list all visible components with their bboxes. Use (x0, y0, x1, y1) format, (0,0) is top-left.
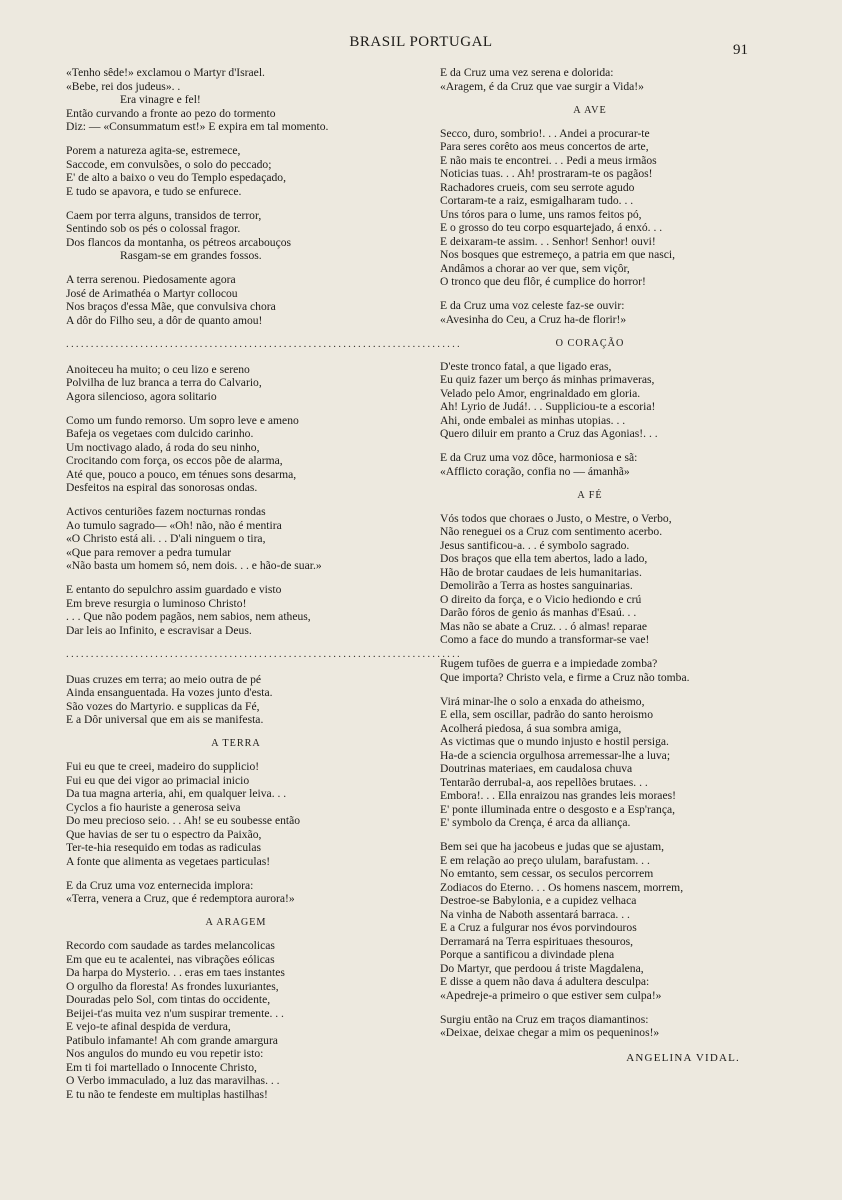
verse-line: Doutrinas materiaes, em caudalosa chuva (440, 762, 633, 775)
stanza (66, 414, 406, 495)
verse-line: Então curvando a fronte ao pezo do tormento (66, 106, 276, 120)
verse-line: Embora!. . . Ella enraizou nas grandes leis moraes! (440, 789, 676, 802)
verse-line: Saccode, em convulsões, o solo do peccado; (66, 157, 272, 171)
verse-line: Sentindo sob os pés o colossal fragor. (66, 222, 241, 235)
verse-line: Virá minar-lhe o solo a enxada do atheismo, (440, 694, 645, 708)
verse-line: E não mais te encontrei. . . Pedi a meus irmãos (440, 153, 657, 167)
stanza (440, 127, 740, 289)
verse-line: Beijei-t'as muita vez n'um suspirar tremente. . . (66, 1006, 284, 1020)
verse-line: «Terra, venera a Cruz, que é redemptora aurora!» (66, 892, 295, 905)
verse-line: Dos flancos da montanha, os pétreos arcabouços (66, 235, 292, 249)
verse-line: Vós todos que choraes o Justo, o Mestre, o Verbo, (440, 511, 672, 525)
stanza (440, 695, 740, 830)
stanza (66, 505, 406, 573)
right-column-body (440, 66, 740, 1040)
stanza (440, 1013, 740, 1040)
verse-line: Patibulo infamante! Ah com grande amargura (66, 1033, 278, 1047)
verse-line: Ahi, onde embalei as minhas utopias. . . (440, 413, 626, 427)
verse-line: «Que para remover a pedra tumular (66, 545, 232, 559)
stanza (66, 760, 406, 868)
verse-line: Não reneguei os a Cruz com sentimento acerbo. (440, 525, 663, 538)
verse-line: Da harpa do Mysterio. . . eras em taes instantes (66, 966, 285, 979)
verse-line: O Verbo immaculado, a luz das maravilhas. . . (66, 1074, 280, 1087)
verse-line: E da Cruz uma voz dôce, harmoniosa e sã: (440, 451, 638, 464)
verse-line: No emtanto, sem cessar, os seculos percorrem (440, 867, 654, 880)
dotted-separator: ................................................................................ (66, 337, 462, 350)
verse-line: Eu quiz fazer um berço ás minhas primaveras, (440, 373, 655, 386)
verse-line: Rachadores crueis, com seu serrote agudo (440, 180, 635, 194)
left-column (66, 66, 462, 1112)
verse-line: O orgulho da floresta! As frondes luxuriantes, (66, 979, 279, 993)
verse-line: Bem sei que ha jacobeus e judas que se ajustam, (440, 840, 665, 853)
verse-line: O direito da força, e o Vicio hediondo e crú (440, 592, 642, 606)
stanza (66, 144, 406, 198)
verse-line: Recordo com saudade as tardes melancolicas (66, 939, 275, 952)
verse-line: Em que eu te acalentei, nas vibrações eólicas (66, 952, 275, 966)
verse-line: Velado pelo Amor, engrinaldado em gloria. (440, 386, 641, 400)
verse-line: «Apedreje-a primeiro o que estiver sem culpa!» (440, 988, 662, 1002)
verse-line: E a Dôr universal que em ais se manifesta. (66, 713, 264, 726)
verse-line: As victimas que o mundo injusto e hostil persiga. (440, 735, 669, 748)
verse-line: Anoiteceu ha muito; o ceu lizo e sereno (66, 362, 250, 376)
verse-line: Da tua magna arteria, ahi, em qualquer leiva. . . (66, 787, 287, 800)
verse-line: «Tenho sêde!» exclamou o Martyr d'Israel. (66, 66, 265, 79)
stanza (66, 583, 406, 637)
verse-line: Na vinha de Naboth assentará barraca. . . (440, 907, 630, 921)
verse-line: . . . Que não podem pagãos, nem sabios, nem atheus, (66, 610, 311, 623)
verse-line: E da Cruz uma voz enternecida implora: (66, 878, 254, 892)
verse-line: Do meu precioso seio. . . Ah! se eu soubesse então (66, 814, 301, 827)
verse-line: E deixaram-te assim. . . Senhor! Senhor! ouvi! (440, 234, 656, 248)
right-column (440, 66, 740, 1064)
verse-line: «Deixae, deixae chegar a mim os pequeninos!» (440, 1026, 660, 1039)
verse-line: E da Cruz uma voz celeste faz-se ouvir: (440, 299, 625, 312)
stanza (440, 360, 740, 441)
verse-line: E' ponte illuminada entre o desgosto e a Esp'rança, (440, 802, 676, 816)
verse-line: «O Christo está ali. . . D'ali ninguem o tira, (66, 532, 266, 545)
running-title: BRASIL PORTUGAL (349, 34, 493, 50)
verse-line: Secco, duro, sombrio!. . . Andei a procurar-te (440, 126, 650, 140)
verse-line: E' de alto a baixo o veu do Templo espedaçado, (66, 171, 286, 184)
page-header (0, 34, 842, 51)
stanza (66, 363, 406, 404)
verse-line: Que importa? Christo vela, e firme a Cruz não tomba. (440, 670, 690, 684)
verse-line: Duas cruzes em terra; ao meio outra de pé (66, 672, 262, 686)
verse-line: Mas não se abate a Cruz. . . ó almas! reparae (440, 619, 647, 633)
verse-line: E da Cruz uma vez serena e dolorida: (440, 66, 614, 79)
verse-line: Andâmos a chorar ao ver que, sem viçôr, (440, 261, 630, 275)
verse-line: Nos braços d'essa Mãe, que convulsiva chora (66, 300, 276, 313)
verse-line: Desfeitos na espiral das sonorosas ondas. (66, 481, 258, 494)
verse-line: E vejo-te afinal despida de verdura, (66, 1020, 231, 1033)
verse-line: Fui eu que dei vigor ao primacial inicio (66, 773, 250, 787)
verse-line: Zodiacos do Eterno. . . Os homens nascem, morrem, (440, 880, 684, 894)
verse-line: Rugem tufões de guerra e a impiedade zomba? (440, 657, 658, 670)
verse-line: Nos angulos do mundo eu vou repetir isto: (66, 1047, 264, 1060)
section-heading: A TERRA (211, 738, 261, 749)
verse-line: Do Martyr, que perdoou á triste Magdalena, (440, 961, 644, 975)
verse-line: Polvilha de luz branca a terra do Calvario, (66, 376, 262, 389)
verse-line: E a Cruz a fulgurar nos évos porvindouros (440, 921, 637, 934)
stanza (66, 273, 406, 327)
verse-line: Rasgam-se em grandes fossos. (120, 249, 262, 262)
verse-line: Activos centuriões fazem nocturnas rondas (66, 505, 266, 518)
verse-line: Ah! Lyrio de Judá!. . . Suppliciou-te a escoria! (440, 400, 656, 413)
verse-line: Porem a natureza agita-se, estremece, (66, 144, 241, 157)
verse-line: Darão fóros de genio ás manhas d'Esaú. . . (440, 606, 637, 619)
verse-line: A terra serenou. Piedosamente agora (66, 273, 236, 286)
verse-line: «Bebe, rei dos judeus». . (66, 79, 181, 93)
verse-line: E ella, sem oscillar, padrão do santo heroismo (440, 708, 653, 721)
verse-line: Diz: — «Consummatum est!» E expira em tal momento. (66, 120, 329, 133)
verse-line: Para seres corêto aos meus concertos de arte, (440, 140, 649, 153)
stanza (440, 840, 740, 1002)
stanza (66, 209, 406, 263)
section-heading: A ARAGEM (205, 917, 267, 928)
verse-line: Uns tóros para o lume, uns ramos feitos pó, (440, 207, 642, 221)
verse-line: Em breve resurgia o luminoso Christo! (66, 596, 247, 610)
verse-line: E o grosso do teu corpo esquartejado, á enxó. . . (440, 221, 663, 234)
verse-line: Quero diluir em pranto a Cruz das Agonias!. . . (440, 427, 658, 440)
page-number: 91 (733, 42, 748, 58)
stanza (66, 673, 406, 727)
verse-line: Crocitando com força, os eccos põe de alarma, (66, 454, 283, 467)
stanza (66, 939, 406, 1101)
verse-line: E disse a quem não dava á adultera desculpa: (440, 975, 650, 988)
verse-line: Porque a santificou a divindade plena (440, 948, 615, 961)
verse-line: «Aragem, é da Cruz que vae surgir a Vida!» (440, 79, 644, 93)
verse-line: O tronco que deu flôr, é cumplice do horror! (440, 275, 646, 288)
verse-line: A fonte que alimenta as vegetaes particulas! (66, 854, 271, 868)
verse-line: Agora silencioso, agora solitario (66, 389, 217, 403)
verse-line: Douradas pelo Sol, com tintas do occidente, (66, 993, 271, 1006)
stanza (440, 299, 740, 326)
verse-line: «Avesinha do Ceu, a Cruz ha-de florir!» (440, 312, 627, 326)
stanza (440, 66, 740, 93)
verse-line: Em ti foi martellado o Innocente Christo, (66, 1060, 257, 1074)
verse-line: Nos bosques que estremeço, a patria em que nasci, (440, 248, 676, 261)
stanza (66, 66, 406, 134)
verse-line: Cortaram-te a raiz, esmigalharam tudo. . . (440, 194, 634, 207)
verse-line: Destroe-se Babylonia, e a cupidez velhaca (440, 894, 637, 907)
author-signature: ANGELINA VIDAL. (626, 1051, 740, 1064)
verse-line: Acolherá piedosa, á sua sombra amiga, (440, 721, 622, 735)
verse-line: «Afflicto coração, confia no — ámanhã» (440, 464, 630, 478)
stanza (440, 512, 740, 647)
verse-line: Fui eu que te creei, madeiro do supplicio! (66, 760, 260, 773)
verse-line: Dos braços que ella tem abertos, lado a lado, (440, 552, 648, 565)
verse-line: Hão de brotar caudaes de leis humanitarias. (440, 565, 642, 579)
verse-line: Um noctivago alado, á roda do seu ninho, (66, 440, 260, 454)
verse-line: São vozes do Martyrio. e supplicas da Fé, (66, 699, 260, 713)
verse-line: Até que, pouco a pouco, em ténues sons desarma, (66, 467, 297, 481)
verse-line: «Não basta um homem só, nem dois. . . e hão-de suar.» (66, 559, 322, 572)
verse-line: Ha-de a sciencia orgulhosa arremessar-lhe a luva; (440, 748, 671, 762)
verse-line: E tudo se apavora, e tudo se enfurece. (66, 184, 242, 198)
verse-line: E em relação ao preço ululam, barafustam. . . (440, 853, 650, 867)
verse-line: Ao tumulo sagrado— «Oh! não, não é mentira (66, 518, 282, 532)
section-heading: O CORAÇÃO (555, 337, 625, 349)
verse-line: Era vinagre e fel! (120, 93, 201, 106)
section-heading: A AVE (573, 104, 607, 116)
verse-line: Que havias de ser tu o espectro da Paixão, (66, 827, 262, 841)
verse-line: Cyclos a fio hauriste a generosa seiva (66, 800, 241, 814)
verse-line: José de Arimathéa o Martyr collocou (66, 286, 238, 300)
verse-line: Tentarão derrubal-a, aos repellões brutaes. . . (440, 775, 648, 789)
dotted-separator: ................................................................................ (66, 647, 462, 660)
verse-line: Jesus santificou-a. . . é symbolo sagrado. (440, 538, 630, 552)
verse-line: Caem por terra alguns, transidos de terror, (66, 208, 262, 222)
verse-line: Ainda ensanguentada. Ha vozes junto d'esta. (66, 686, 273, 699)
verse-line: E' symbolo da Crença, é arca da alliança. (440, 816, 631, 829)
verse-line: Surgiu então na Cruz em traços diamantinos: (440, 1012, 649, 1026)
stanza (440, 657, 740, 684)
verse-line: Dar leis ao Infinito, e escravisar a Deus. (66, 623, 252, 637)
section-heading: A FÉ (577, 489, 603, 501)
verse-line: Demolirão a Terra as hostes sanguinarias. (440, 579, 633, 592)
verse-line: Derramará na Terra espirituaes thesouros, (440, 934, 634, 948)
verse-line: Noticias tuas. . . Ah! prostraram-te os pagãos! (440, 167, 653, 180)
verse-line: E entanto do sepulchro assim guardado e visto (66, 583, 282, 596)
stanza (440, 451, 740, 478)
stanza (66, 879, 406, 906)
verse-line: Ter-te-hia resequido em todas as radiculas (66, 841, 262, 854)
verse-line: D'este tronco fatal, a que ligado eras, (440, 359, 612, 373)
verse-line: A dôr do Filho seu, a dôr de quanto amou! (66, 313, 263, 327)
verse-line: Bafeja os vegetaes com dulcido carinho. (66, 427, 254, 440)
verse-line: E tu não te fendeste em multiplas hastilhas! (66, 1087, 268, 1101)
verse-line: Como a face do mundo a transformar-se vae! (440, 633, 650, 646)
verse-line: Como um fundo remorso. Um sopro leve e ameno (66, 413, 299, 427)
